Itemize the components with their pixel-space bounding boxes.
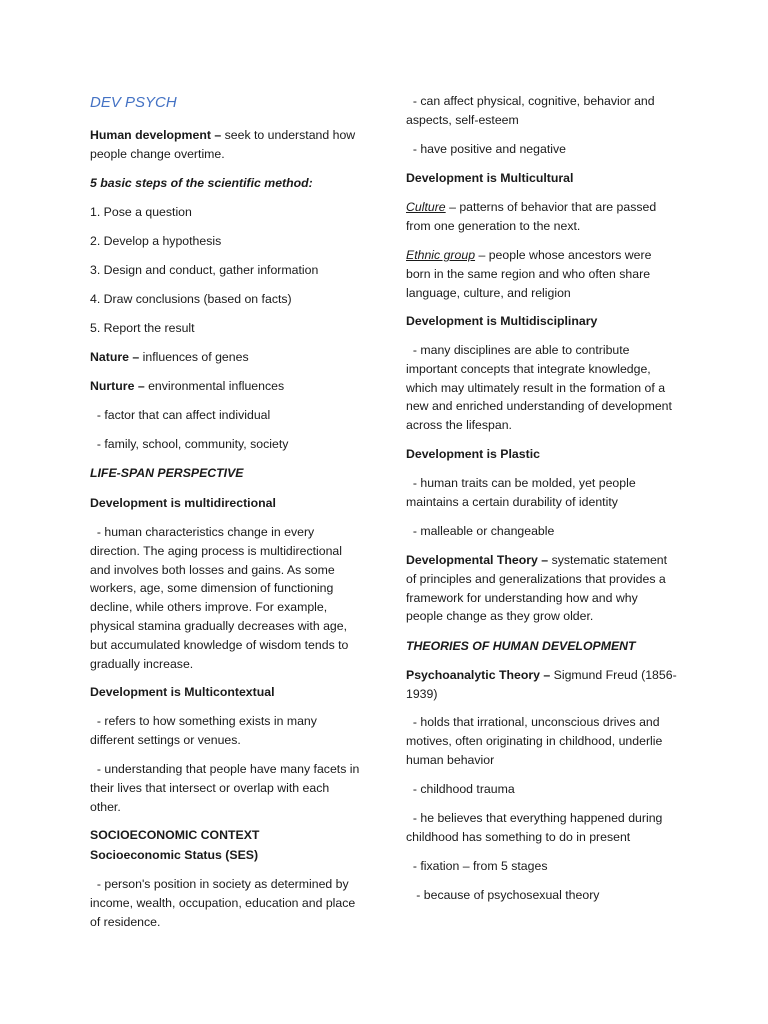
plastic-bullet-1: - human traits can be molded, yet people maintains a certain durability of identity [406, 476, 640, 509]
ethnic-group-definition [406, 246, 678, 302]
developmental-theory-label: Developmental Theory – [406, 553, 549, 567]
ethnic-group-text: – people whose ancestors were born in the same region and who often share language, culture, and religion [406, 248, 652, 300]
human-development-definition [90, 126, 362, 164]
ses-heading: Socioeconomic Status (SES) [90, 848, 259, 862]
culture-definition [406, 198, 678, 236]
developmental-theory-text: systematic statement of principles and generalizations that provides a framework for understanding how and why people change as they grow older. [406, 553, 668, 624]
psychoanalytic-text: Sigmund Freud (1856-1939) [406, 668, 677, 701]
socioeconomic-heading: SOCIOECONOMIC CONTEXT [90, 828, 260, 842]
psychoanalytic-bullet-5: - because of psychosexual theory [406, 888, 600, 902]
multicontextual-heading: Development is Multicontextual [90, 685, 275, 699]
ses-text: - person's position in society as determined by income, wealth, occupation, education and place of residence. [90, 877, 359, 929]
steps-heading: 5 basic steps of the scientific method: [90, 176, 313, 190]
affect-aspects-bullet: - can affect physical, cognitive, behavior and aspects, self-esteem [406, 94, 659, 127]
nurture-bullet-2: - family, school, community, society [90, 437, 289, 451]
multidisciplinary-text: - many disciplines are able to contribute important concepts that integrate knowledge, which may ultimately result in the formation of a new and enriched understanding of development across the lifespan. [406, 343, 676, 433]
multicontextual-bullet-1: - refers to how something exists in many different settings or venues. [90, 714, 321, 747]
psychoanalytic-bullet-2: - childhood trauma [406, 782, 515, 796]
multicultural-heading: Development is Multicultural [406, 171, 574, 185]
nurture-text: environmental influences [144, 379, 285, 393]
nature-text: influences of genes [139, 350, 249, 364]
psychoanalytic-bullet-3: - he believes that everything happened during childhood has something to do in present [406, 811, 666, 844]
plastic-bullet-2: - malleable or changeable [406, 524, 555, 538]
nature-label: Nature – [90, 350, 140, 364]
psychoanalytic-bullet-1: - holds that irrational, unconscious drives and motives, often originating in childhood, underlie human behavior [406, 715, 666, 767]
multidisciplinary-heading: Development is Multidisciplinary [406, 314, 598, 328]
nature-definition [90, 348, 249, 367]
positive-negative-bullet: - have positive and negative [406, 142, 566, 156]
multidirectional-heading: Development is multidirectional [90, 496, 276, 510]
multidirectional-text: - human characteristics change in every direction. The aging process is multidirectional and involves both losses and gains. As some workers, age, some dimension of functioning decline, while others improve. For example, physical stamina gradually decreases with age, but accumulated knowledge of wisdom tends to gradually increase. [90, 525, 352, 671]
step-4: 4. Draw conclusions (based on facts) [90, 292, 292, 306]
lifespan-heading: LIFE-SPAN PERSPECTIVE [90, 466, 244, 480]
nurture-label: Nurture – [90, 379, 145, 393]
step-5: 5. Report the result [90, 321, 195, 335]
psychoanalytic-bullet-4: - fixation – from 5 stages [406, 859, 548, 873]
plastic-heading: Development is Plastic [406, 447, 540, 461]
culture-text: – patterns of behavior that are passed from one generation to the next. [406, 200, 657, 233]
step-3: 3. Design and conduct, gather information [90, 263, 319, 277]
ethnic-group-label: Ethnic group [406, 248, 476, 262]
psychoanalytic-label: Psychoanalytic Theory – [406, 668, 551, 682]
culture-label: Culture [406, 200, 446, 214]
human-development-label: Human development – [90, 128, 222, 142]
step-1: 1. Pose a question [90, 205, 192, 219]
psychoanalytic-definition [406, 666, 678, 704]
step-2: 2. Develop a hypothesis [90, 234, 222, 248]
human-development-text: seek to understand how people change overtime. [90, 128, 356, 161]
multicontextual-bullet-2: - understanding that people have many facets in their lives that intersect or overlap with each other. [90, 762, 363, 814]
theories-heading: THEORIES OF HUMAN DEVELOPMENT [406, 639, 636, 653]
nurture-bullet-1: - factor that can affect individual [90, 408, 271, 422]
nurture-definition [90, 377, 284, 396]
developmental-theory-definition [406, 551, 678, 626]
page-title: DEV PSYCH [90, 94, 177, 111]
